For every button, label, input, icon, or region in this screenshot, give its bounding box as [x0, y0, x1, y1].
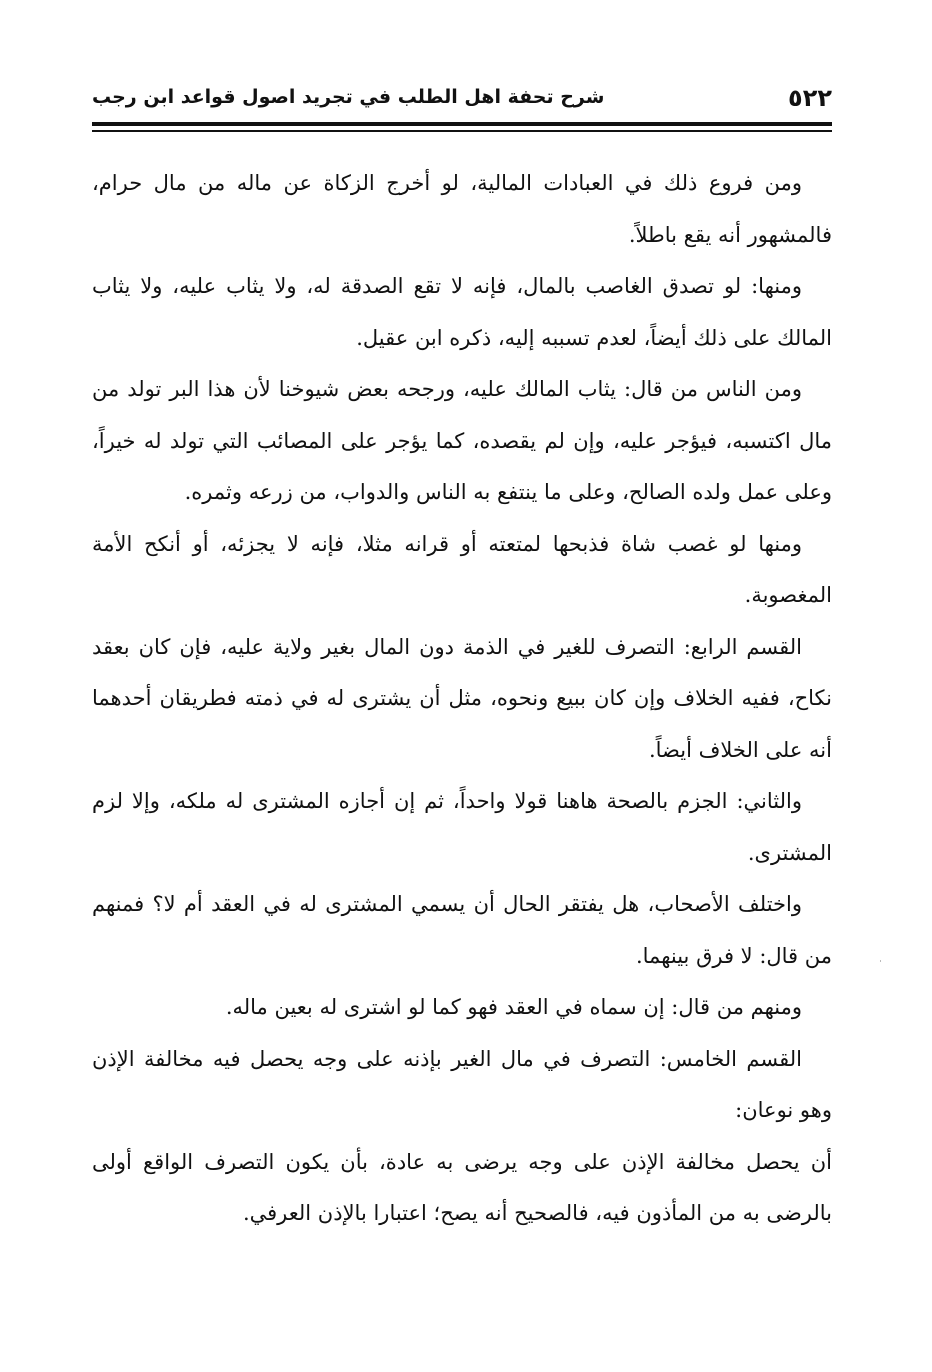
- paragraph-7: واختلف الأصحاب، هل يفتقر الحال أن يسمي المشترى له في العقد أم لا؟ فمنهم من قال: لا فرق بينهما.: [92, 892, 832, 968]
- paragraph-2: ومنها: لو تصدق الغاصب بالمال، فإنه لا تقع الصدقة له، ولا يثاب عليه، ولا يثاب المالك على ذلك أيضاً، لعدم تسببه إليه، ذكره ابن عقيل.: [92, 274, 832, 350]
- header-rule-thin: [92, 130, 832, 132]
- margin-speck: [880, 960, 881, 962]
- header-rule-thick: [92, 122, 832, 126]
- paragraph-3: ومن الناس من قال: يثاب المالك عليه، ورجحه بعض شيوخنا لأن هذا البر تولد من مال اكتسبه، فيؤجر عليه، وإن لم يقصده، كما يؤجر على المصائب التي تولد له خيراً، وعلى عمل ولده الصالح، وعلى ما ينتفع به الناس والدواب، من زرعه وثمره.: [92, 377, 832, 504]
- paragraph-4: ومنها لو غصب شاة فذبحها لمتعته أو قرانه مثلا، فإنه لا يجزئه، أو أنكح الأمة المغصوبة.: [92, 531, 832, 607]
- paragraph-10: أن يحصل مخالفة الإذن على وجه يرضى به عادة، بأن يكون التصرف الواقع أولى بالرضى به من المأذون فيه، فالصحيح أنه يصح؛ اعتبارا بالإذن العرفي.: [92, 1149, 832, 1225]
- running-title: شرح تحفة اهل الطلب في تجريد اصول قواعد ابن رجب: [92, 86, 605, 108]
- paragraph-1: ومن فروع ذلك في العبادات المالية، لو أخرج الزكاة عن ماله من مال حرام، فالمشهور أنه يقع باطلاً.: [92, 171, 832, 247]
- paragraph-6: والثاني: الجزم بالصحة هاهنا قولا واحداً، ثم إن أجازه المشترى له ملكه، وإلا لزم المشترى.: [92, 789, 832, 865]
- paragraph-5: القسم الرابع: التصرف للغير في الذمة دون المال بغير ولاية عليه، فإن كان بعقد نكاح، ففيه الخلاف وإن كان ببيع ونحوه، مثل أن يشترى له في ذمته فطريقان أحدهما أنه على الخلاف أيضاً.: [92, 634, 832, 762]
- page-number: ٥٢٢: [788, 84, 832, 112]
- body-text: [92, 158, 832, 1240]
- paragraph-9: القسم الخامس: التصرف في مال الغير بإذنه على وجه يحصل فيه مخالفة الإذن وهو نوعان:: [92, 1046, 832, 1122]
- running-header: [92, 78, 832, 118]
- paragraph-8: ومنهم من قال: إن سماه في العقد فهو كما لو اشترى له بعين ماله.: [225, 995, 802, 1019]
